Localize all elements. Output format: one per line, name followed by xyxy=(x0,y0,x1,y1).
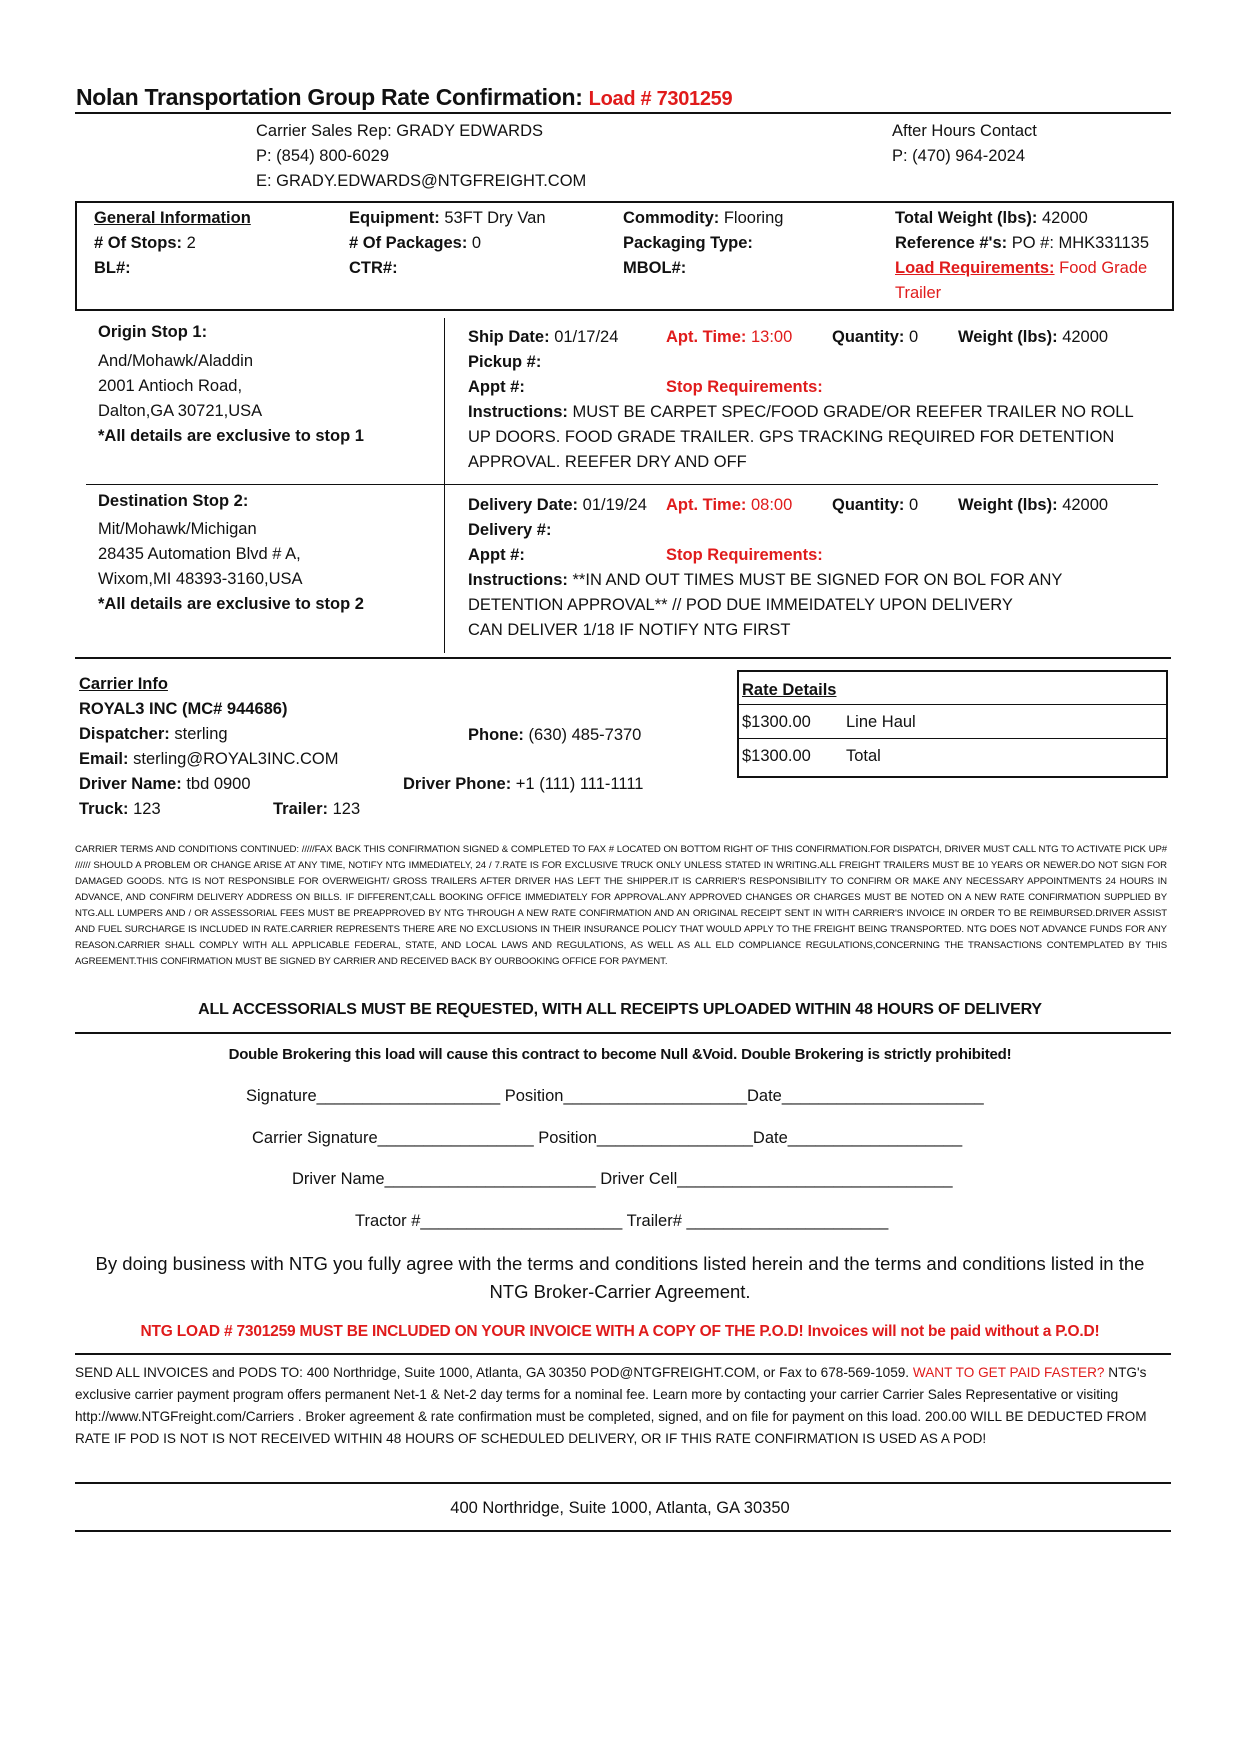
origin-ship-date: Ship Date: 01/17/24 xyxy=(468,328,619,346)
footer-top-divider xyxy=(75,1482,1171,1484)
destination-line-3: Wixom,MI 48393-3160,USA xyxy=(98,570,303,588)
after-hours-block xyxy=(892,119,1037,169)
carrier-dispatcher: Dispatcher: sterling xyxy=(79,725,228,743)
driver-phone: Driver Phone: +1 (111) 111-1111 xyxy=(403,775,644,793)
reference-field: Reference #'s: PO #: MHK331135 xyxy=(895,234,1150,252)
destination-delivery-date: Delivery Date: 01/19/24 xyxy=(468,496,647,514)
carrier-email: Email: sterling@ROYAL3INC.COM xyxy=(79,750,339,768)
carrier-section-divider xyxy=(75,657,1171,659)
accessorials-notice: ALL ACCESSORIALS MUST BE REQUESTED, WITH ALL RECEIPTS UPLOADED WITHIN 48 HOURS OF DELIVERY xyxy=(198,1001,1042,1018)
rate-row-line-haul: $1300.00 xyxy=(742,713,811,731)
destination-instructions: Instructions: **IN AND OUT TIMES MUST BE SIGNED FOR ON BOL FOR ANY DETENTION APPROVAL** // POD DUE IMMEIDATELY UPON DELIVERY CAN DELIVER 1/18 IF NOTIFY NTG FIRST xyxy=(468,571,1063,639)
commodity-field: Commodity: Flooring xyxy=(623,209,784,227)
stops-column-divider xyxy=(444,318,445,653)
payment-instructions: SEND ALL INVOICES and PODS TO: 400 Northridge, Suite 1000, Atlanta, GA 30350 POD@NTGFREIGHT.COM, or Fax to 678-569-1059. WANT TO GET PAID FASTER? NTG's exclusive carrier payment program offers permanent Net-1 & Net-2 day terms for a nominal fee. Learn more by contacting your carrier Carrier Sales Representative or visiting http://www.NTGFreight.com/Carriers . Broker agreement & rate confirmation must be completed, signed, and on file for payment on this load. 200.00 WILL BE DEDUCTED FROM RATE IF POD IS NOT IS NOT RECEIVED WITHIN 48 HOURS OF SCHEDULED DELIVERY, OR IF THIS RATE CONFIRMATION IS USED AS A POD! xyxy=(75,1365,1147,1446)
origin-note: *All details are exclusive to stop 1 xyxy=(98,427,364,445)
carrier-signature-line[interactable]: Carrier Signature_________________ Position_________________Date___________________ xyxy=(252,1129,963,1147)
truck-number: Truck: 123 xyxy=(79,800,161,818)
rate-heading-divider xyxy=(737,704,1168,705)
after-hours-phone: P: (470) 964-2024 xyxy=(892,147,1026,165)
trailer-number: Trailer: 123 xyxy=(273,800,361,818)
general-info-heading: General Information xyxy=(94,209,251,227)
origin-address xyxy=(98,349,364,449)
bl-field: BL#: xyxy=(94,259,131,277)
sales-rep-phone: P: (854) 800-6029 xyxy=(256,147,390,165)
load-requirements-field: Load Requirements: Food Grade xyxy=(895,259,1148,277)
stops-divider xyxy=(86,484,1158,485)
invoice-divider xyxy=(75,1353,1171,1355)
rate-column-divider xyxy=(737,704,738,774)
total-weight-field: Total Weight (lbs): 42000 xyxy=(895,209,1088,227)
title-text: Nolan Transportation Group Rate Confirmation: xyxy=(76,84,583,110)
stops-field: # Of Stops: 2 xyxy=(94,234,196,252)
origin-title: Origin Stop 1: xyxy=(98,323,208,341)
carrier-info-heading: Carrier Info xyxy=(79,675,168,693)
header-divider xyxy=(75,112,1171,114)
document-title xyxy=(76,84,732,111)
driver-name-line[interactable]: Driver Name_______________________ Driver Cell______________________________ xyxy=(292,1170,953,1188)
carrier-terms: CARRIER TERMS AND CONDITIONS CONTINUED: /////FAX BACK THIS CONFIRMATION SIGNED & COMPLETED TO FAX # LOCATED ON BOTTOM RIGHT OF THIS CONFIRMATION.FOR DISPATCH, DRIVER MUST CALL NTG TO ACTIVATE PICK UP# ////// SHOULD A PROBLEM OR CHANGE ARISE AT ANY TIME, NOTIFY NTG IMMEDIATELY, 24 / 7.RATE IS FOR EXCLUSIVE TRUCK ONLY UNLESS STATED IN WRITING.ALL FREIGHT TRAILERS MUST BE 10 YEARS OR NEWER.DO NOT SIGN FOR DAMAGED GOODS. NTG IS NOT RESPONSIBLE FOR OVERWEIGHT/ GROSS TRAILERS AFTER DRIVER HAS LEFT THE SHIPPER.IT IS CARRIER'S RESPONSIBILITY TO CONFIRM OR MAKE ANY NECESSARY APPOINTMENTS 24 HOURS IN ADVANCE, AND CONFIRM DELIVERY ADDRESS ON BILLS. IF DIFFERENT,CALL BOOKING OFFICE IMMEDIATELY FOR APPROVAL.ANY APPROVED CHANGES OR CHARGES MUST BE NOTED ON A NEW RATE CONFIRMATION SUPPLIED BY NTG.ALL LUMPERS AND / OR ASSESSORIAL FEES MUST BE PREAPPROVED BY NTG THROUGH A NEW RATE CONFIRMATION AND AN ORIGINAL RECEIPT SENT IN WITH CARRIER'S INVOICE IN ORDER TO BE REIMBURSED.DRIVER ASSIST AND FUEL SURCHARGE IS INCLUDED IN RATE.CARRIER REPRESENTS THERE ARE NO EXCLUSIONS IN THEIR INSURANCE POLICY THAT WOULD APPLY TO THE FREIGHT BEING TRANSPORTED. NTG DOES NOT ADVANCE FUNDS FOR ANY REASON.CARRIER SHALL COMPLY WITH ALL APPLICABLE FEDERAL, STATE, AND LOCAL LAWS AND REGULATIONS, AS WELL AS ALL ELD COMPLIANCE REGULATIONS,CONCERNING THE TRANSACTIONS CONTEMPLATED BY THIS AGREEMENT.THIS CONFIRMATION MUST BE SIGNED BY CARRIER AND RECEIVED BACK BY OURBOOKING OFFICE FOR PAYMENT. xyxy=(75,844,1167,967)
signature-line[interactable]: Signature____________________ Position____________________Date______________________ xyxy=(246,1087,984,1105)
destination-title: Destination Stop 2: xyxy=(98,492,249,510)
after-hours-label: After Hours Contact xyxy=(892,122,1037,140)
destination-appt-number: Appt #: xyxy=(468,546,525,564)
origin-appt-number: Appt #: xyxy=(468,378,525,396)
destination-apt-time: Apt. Time: 08:00 xyxy=(666,496,793,514)
destination-address xyxy=(98,517,364,617)
agreement-text: By doing business with NTG you fully agree with the terms and conditions listed herein and the terms and conditions listed in the NTG Broker-Carrier Agreement. xyxy=(95,1253,1145,1302)
origin-line-1: And/Mohawk/Aladdin xyxy=(98,352,254,370)
origin-pickup-number: Pickup #: xyxy=(468,353,542,371)
carrier-name: ROYAL3 INC (MC# 944686) xyxy=(79,700,288,718)
accessorials-divider xyxy=(75,1032,1171,1034)
packages-field: # Of Packages: 0 xyxy=(349,234,482,252)
rate-details-heading: Rate Details xyxy=(742,681,837,699)
driver-name: Driver Name: tbd 0900 xyxy=(79,775,251,793)
origin-instructions: Instructions: MUST BE CARPET SPEC/FOOD GRADE/OR REEFER TRAILER NO ROLL UP DOORS. FOOD GRADE TRAILER. GPS TRACKING REQUIRED FOR DETENTION APPROVAL. REEFER DRY AND OFF xyxy=(468,403,1134,471)
origin-apt-time: Apt. Time: 13:00 xyxy=(666,328,793,346)
sales-rep-name: Carrier Sales Rep: GRADY EDWARDS xyxy=(256,122,543,140)
carrier-phone: Phone: (630) 485-7370 xyxy=(468,726,642,744)
footer-bottom-divider xyxy=(75,1530,1171,1532)
destination-quantity: Quantity: 0 xyxy=(832,496,919,514)
rate-row-total-desc: Total xyxy=(846,747,881,765)
origin-line-2: 2001 Antioch Road, xyxy=(98,377,243,395)
equipment-field: Equipment: 53FT Dry Van xyxy=(349,209,546,227)
tractor-trailer-line[interactable]: Tractor #______________________ Trailer# ______________________ xyxy=(355,1212,889,1230)
origin-quantity: Quantity: 0 xyxy=(832,328,919,346)
mbol-field: MBOL#: xyxy=(623,259,687,277)
load-number: Load # 7301259 xyxy=(588,88,733,110)
rate-row-total: $1300.00 xyxy=(742,747,811,765)
origin-line-3: Dalton,GA 30721,USA xyxy=(98,402,263,420)
footer-address: 400 Northridge, Suite 1000, Atlanta, GA 30350 xyxy=(450,1499,790,1517)
destination-line-1: Mit/Mohawk/Michigan xyxy=(98,520,257,538)
packaging-type-field: Packaging Type: xyxy=(623,234,753,252)
rate-row-line-haul-desc: Line Haul xyxy=(846,713,916,731)
ctr-field: CTR#: xyxy=(349,259,398,277)
get-paid-faster: WANT TO GET PAID FASTER? xyxy=(912,1365,1105,1380)
destination-weight: Weight (lbs): 42000 xyxy=(958,496,1109,514)
destination-line-2: 28435 Automation Blvd # A, xyxy=(98,545,301,563)
destination-delivery-number: Delivery #: xyxy=(468,521,552,539)
destination-stop-requirements: Stop Requirements: xyxy=(666,546,823,564)
sales-rep-block xyxy=(256,119,586,194)
invoice-pod-notice: NTG LOAD # 7301259 MUST BE INCLUDED ON YOUR INVOICE WITH A COPY OF THE P.O.D! Invoices will not be paid without a P.O.D! xyxy=(140,1323,1100,1340)
destination-note: *All details are exclusive to stop 2 xyxy=(98,595,364,613)
rate-row-divider xyxy=(737,738,1168,739)
load-requirements-cont: Trailer xyxy=(895,284,942,302)
origin-stop-requirements: Stop Requirements: xyxy=(666,378,823,396)
origin-weight: Weight (lbs): 42000 xyxy=(958,328,1109,346)
double-brokering-notice: Double Brokering this load will cause this contract to become Null &Void. Double Brokering is strictly prohibited! xyxy=(228,1046,1012,1063)
sales-rep-email: E: GRADY.EDWARDS@NTGFREIGHT.COM xyxy=(256,172,587,190)
